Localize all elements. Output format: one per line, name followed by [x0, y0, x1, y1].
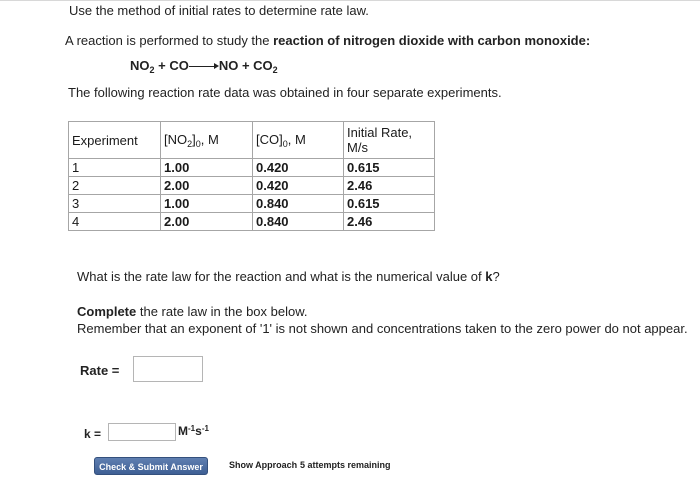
- k-label: k =: [84, 427, 102, 441]
- cell-experiment: 4: [69, 213, 161, 231]
- complete-line2: Remember that an exponent of '1' is not shown and concentrations taken to the zero power do not appear.: [77, 321, 688, 336]
- attempts-remaining: 5 attempts remaining: [300, 460, 391, 470]
- cell-experiment: 1: [69, 159, 161, 177]
- question-prefix: What is the rate law for the reaction and what is the numerical value of: [77, 269, 486, 284]
- intro-bold: reaction of nitrogen dioxide with carbon monoxide:: [273, 33, 591, 48]
- cell-experiment: 2: [69, 177, 161, 195]
- header-co-zero: 0: [282, 138, 288, 149]
- cell-rate: 0.615: [344, 195, 435, 213]
- header-co-unit: , M: [287, 131, 306, 147]
- units-s-exp: -1: [201, 424, 209, 433]
- equation-products: NO + CO: [218, 58, 273, 73]
- instruction-text: Use the method of initial rates to determine rate law.: [69, 3, 369, 18]
- complete-line1: the rate law in the box below.: [136, 304, 308, 319]
- show-approach-link[interactable]: Show Approach: [229, 460, 298, 470]
- complete-bold: Complete: [77, 304, 137, 319]
- question-text: [77, 269, 500, 284]
- header-rate: [344, 122, 435, 159]
- check-submit-button[interactable]: Check & Submit Answer: [94, 457, 208, 475]
- complete-instructions: [77, 303, 688, 337]
- table-row: [69, 177, 435, 195]
- reaction-arrow-icon: [189, 62, 219, 71]
- table-header-row: [69, 122, 435, 159]
- equation-no2: NO: [130, 58, 150, 73]
- question-k: k: [485, 269, 493, 284]
- k-units: [178, 424, 209, 438]
- units-m: M: [178, 424, 188, 438]
- cell-experiment: 3: [69, 195, 161, 213]
- header-co-prefix: [CO]: [256, 131, 283, 147]
- cell-co: 0.840: [253, 213, 344, 231]
- units-s: s: [195, 424, 202, 438]
- header-rate-line1: Initial Rate,: [347, 125, 413, 140]
- units-m-exp: -1: [188, 424, 196, 433]
- header-no2: [161, 122, 253, 159]
- equation-no2-sub: 2: [149, 65, 155, 75]
- data-description: The following reaction rate data was obtained in four separate experiments.: [68, 85, 502, 100]
- reaction-equation: [130, 58, 278, 75]
- k-value-input[interactable]: [109, 425, 175, 441]
- top-divider: [0, 0, 700, 1]
- cell-rate: 0.615: [344, 159, 435, 177]
- header-no2-unit: , M: [200, 131, 219, 147]
- k-value-input-box[interactable]: [108, 423, 176, 441]
- intro-prefix: A reaction is performed to study the: [65, 33, 274, 48]
- cell-rate: 2.46: [344, 213, 435, 231]
- table-row: [69, 159, 435, 177]
- cell-no2: 2.00: [161, 177, 253, 195]
- cell-no2: 2.00: [161, 213, 253, 231]
- question-suffix: ?: [492, 269, 500, 284]
- cell-rate: 2.46: [344, 177, 435, 195]
- cell-no2: 1.00: [161, 159, 253, 177]
- header-no2-sub: 2: [187, 138, 193, 149]
- header-no2-prefix: [NO: [164, 131, 188, 147]
- table-row: [69, 213, 435, 231]
- intro-text: [65, 33, 590, 48]
- header-rate-line2: M/s: [347, 140, 368, 155]
- cell-no2: 1.00: [161, 195, 253, 213]
- table-row: [69, 195, 435, 213]
- header-no2-zero: 0: [195, 138, 201, 149]
- rate-law-input[interactable]: [134, 357, 202, 381]
- rate-law-input-box[interactable]: [133, 356, 203, 382]
- rate-data-table: [68, 121, 435, 231]
- header-co: [253, 122, 344, 159]
- header-no2-bracket: ]: [192, 131, 196, 147]
- rate-label: Rate =: [80, 363, 120, 378]
- equation-co2-sub: 2: [272, 65, 278, 75]
- equation-plus-co: + CO: [154, 58, 189, 73]
- cell-co: 0.840: [253, 195, 344, 213]
- header-experiment: Experiment: [69, 122, 161, 159]
- cell-co: 0.420: [253, 159, 344, 177]
- cell-co: 0.420: [253, 177, 344, 195]
